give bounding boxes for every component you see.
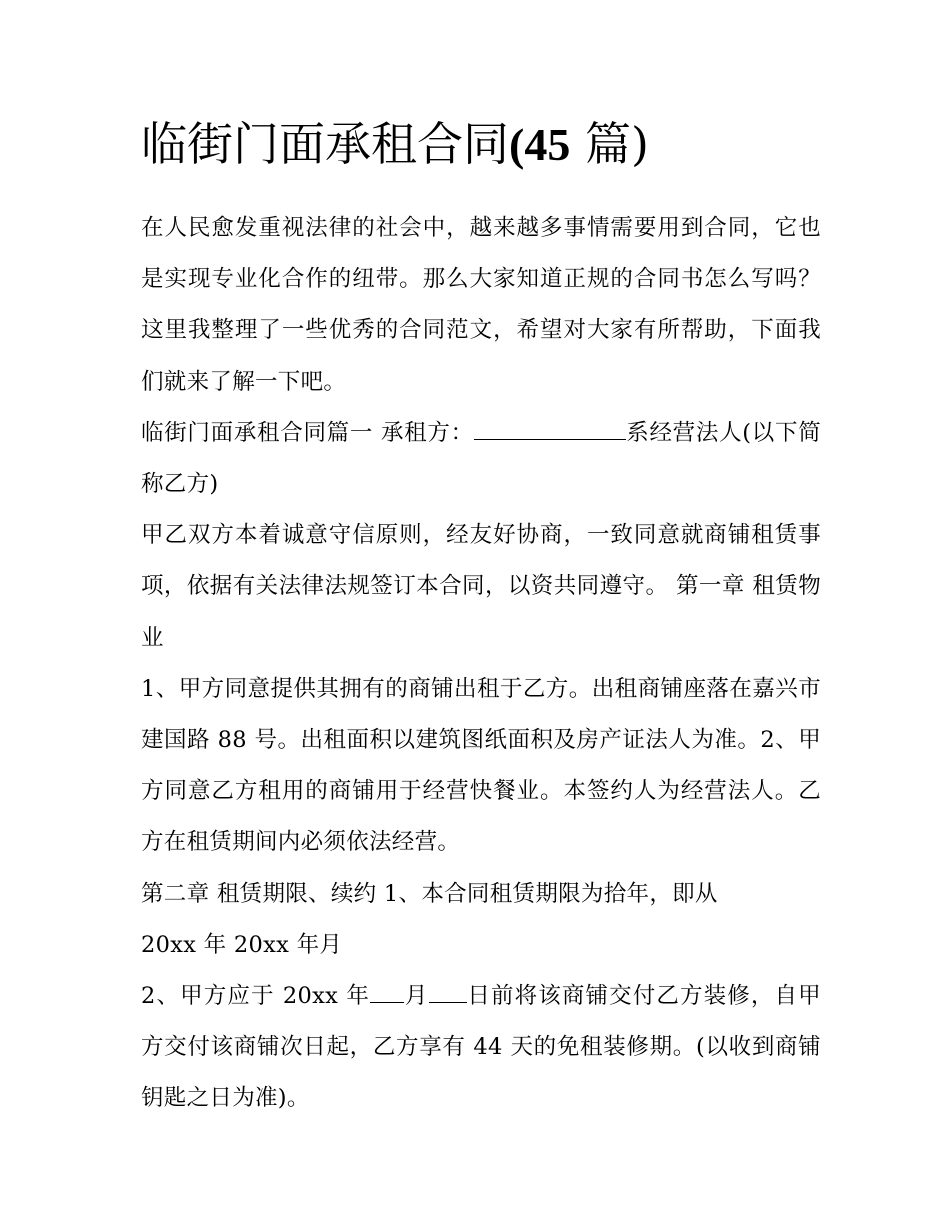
day-blank [429,980,467,1003]
lessee-label: 临街门面承租合同篇一 承租方： [141,419,474,446]
lessee-name-blank [474,417,626,440]
paragraph-property: 1、甲方同意提供其拥有的商铺出租于乙方。出租商铺座落在嘉兴市建国路 88 号。出租面积以建筑图纸面积及房产证法人为准。2、甲方同意乙方租用的商铺用于经营快餐业。本签约人为经营法人。乙方在租赁期间内必须依法经营。 [141,675,821,856]
handover-part3: 日前将该商铺交付乙方装修，自甲方交付该商铺次日起，乙方享有 44 天的免租装修期。(以收到商铺钥匙之日为准)。 [141,983,821,1112]
intro-paragraph: 在人民愈发重视法律的社会中，越来越多事情需要用到合同，它也是实现专业化合作的纽带。那么大家知道正规的合同书怎么写吗？这里我整理了一些优秀的合同范文，希望对大家有所帮助，下面我们就来了解一下吧。 [141,215,821,395]
paragraph-handover [141,971,821,1125]
title-suffix: 篇) [570,117,649,171]
handover-part1: 2、甲方应于 20xx 年 [141,983,371,1010]
lessee-suffix: 系经营法人(以下简称乙方) [141,419,822,498]
handover-part2: 月 [404,983,429,1010]
paragraph-agreement: 甲乙双方本着诚意守信原则，经友好协商，一致同意就商铺租赁事项，依据有关法律法规签订本合同，以资共同遵守。 第一章 租赁物业 [141,522,821,651]
title-prefix: 临街门面承租合同 [141,117,509,171]
document-page [141,112,821,1125]
document-title [141,112,821,177]
title-count: (45 [509,119,571,170]
paragraph-term-dates: 20xx 年 20xx 年月 [141,931,343,958]
paragraph-term: 第二章 租赁期限、续约 1、本合同租赁期限为拾年，即从 [141,880,718,907]
paragraph-lessee [141,408,821,510]
month-blank [370,980,404,1003]
